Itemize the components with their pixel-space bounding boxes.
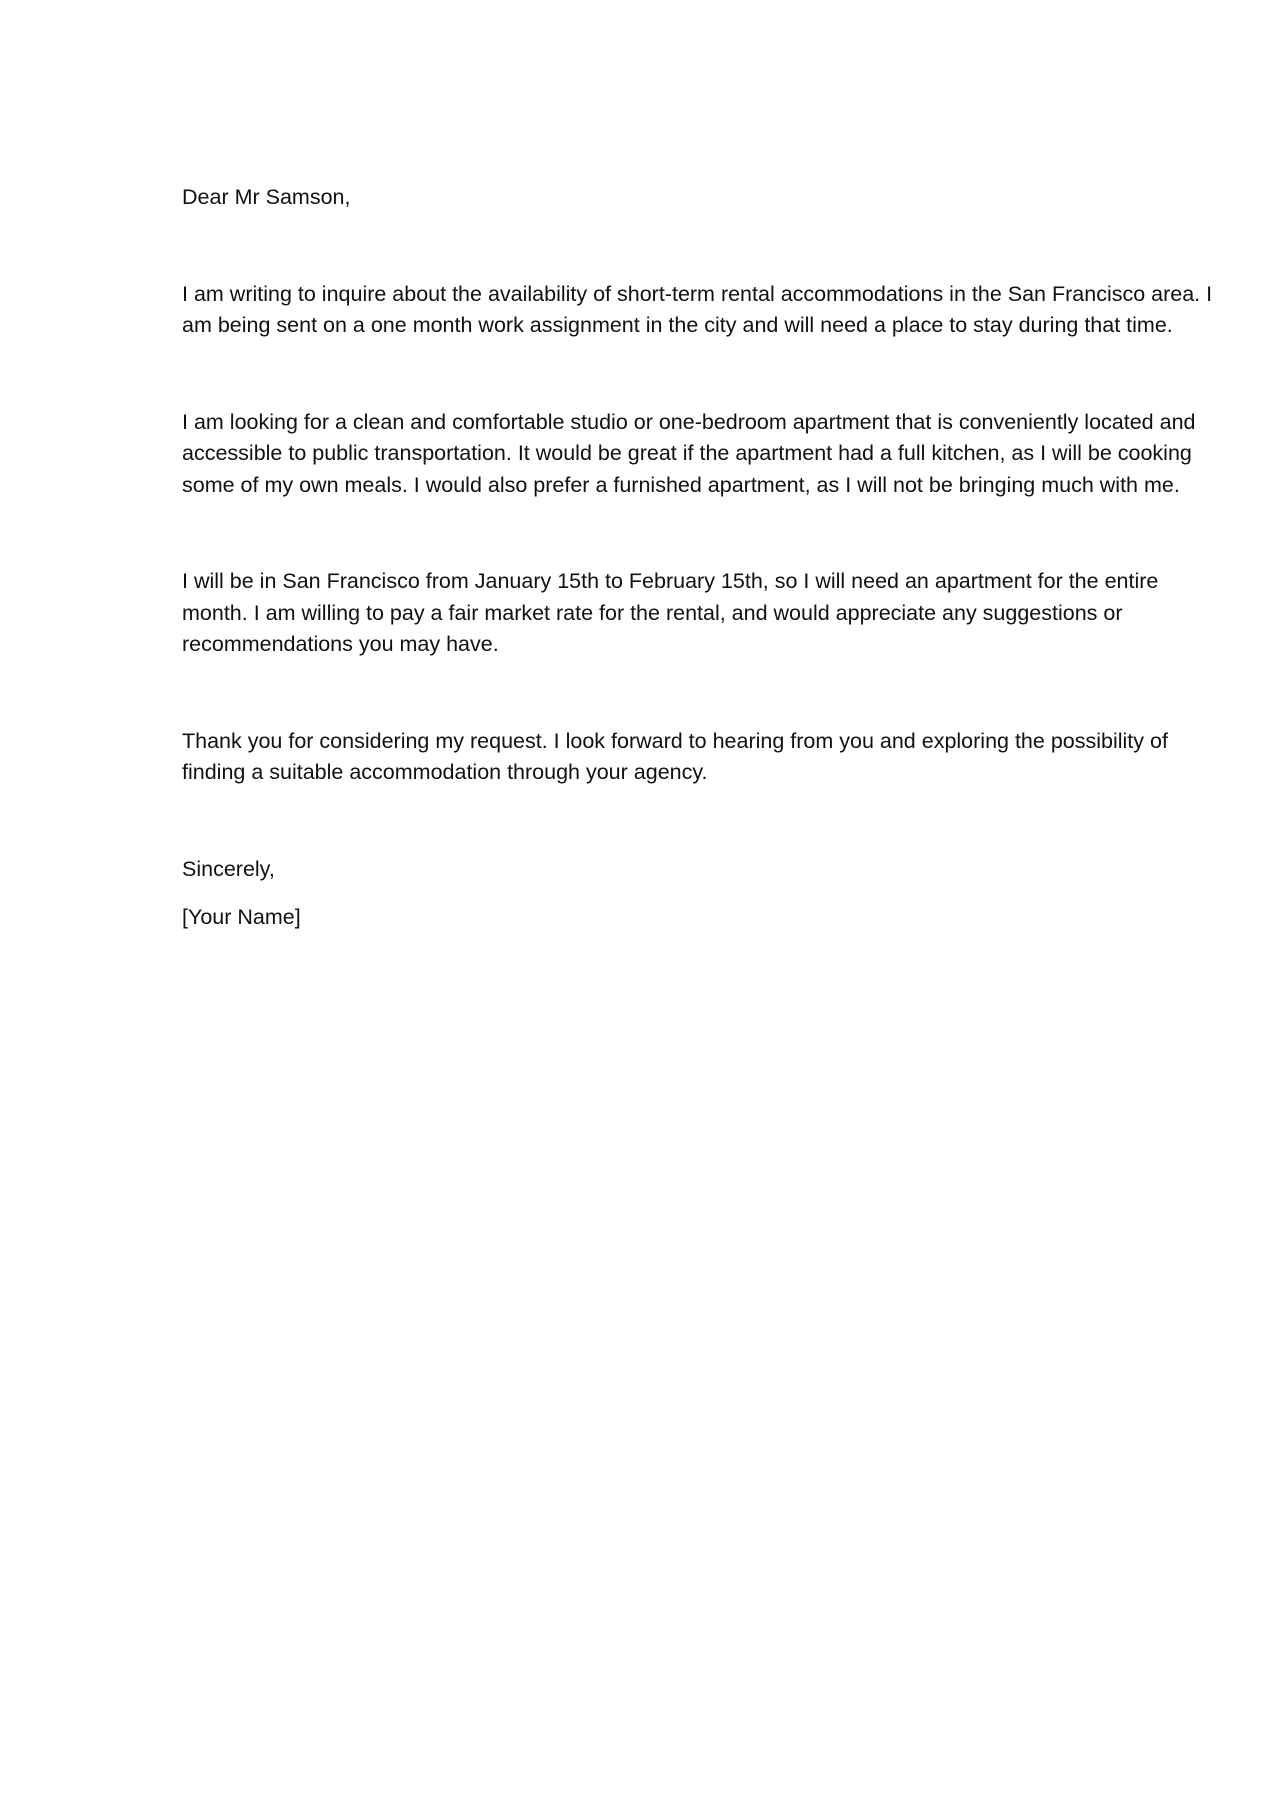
paragraph-thanks: Thank you for considering my request. I look forward to hearing from you and exploring the possibility of finding a suitable accommodation through your agency. xyxy=(182,728,1168,784)
letter-body xyxy=(182,182,1222,934)
paragraph-inquiry: I am writing to inquire about the availability of short-term rental accommodations in the San Francisco area. I am being sent on a one month work assignment in the city and will need a place to stay during that time. xyxy=(182,281,1213,337)
closing: Sincerely, xyxy=(182,856,275,881)
paragraph-requirements: I am looking for a clean and comfortable studio or one-bedroom apartment that is conveniently located and accessible to public transportation. It would be great if the apartment had a full kitchen, as I will be cooking some of my own meals. I would also prefer a furnished apartment, as I will not be bringing much with me. xyxy=(182,409,1196,497)
signature: [Your Name] xyxy=(182,905,301,929)
paragraph-dates: I will be in San Francisco from January 15th to February 15th, so I will need an apartment for the entire month. I am willing to pay a fair market rate for the rental, and would appreciate any suggestions or recommendations you may have. xyxy=(182,569,1159,656)
salutation: Dear Mr Samson, xyxy=(182,185,351,209)
